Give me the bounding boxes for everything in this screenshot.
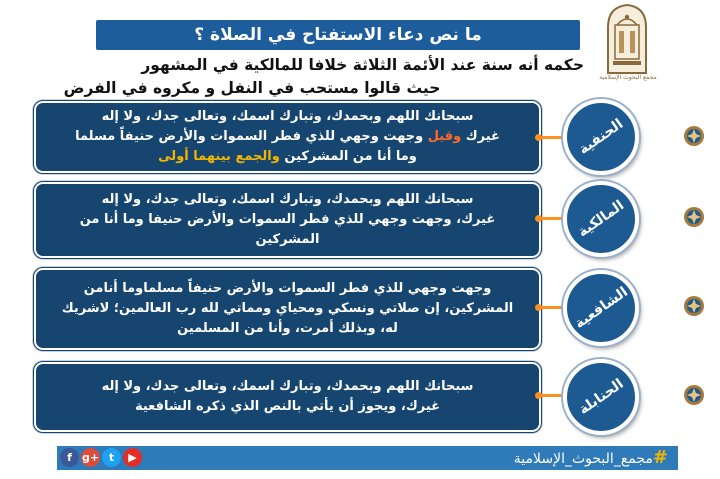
school-text — [46, 364, 529, 430]
twitter-icon[interactable]: t — [102, 448, 121, 467]
school-text — [46, 103, 529, 171]
text-segment: سبحانك اللهم وبحمدك، وتبارك اسمك، وتعالى جدك، ولا إله — [101, 379, 474, 394]
school-label: الحنابلة — [575, 375, 627, 419]
hashtag-text: مجمع_البحوث_الإسلامية — [513, 451, 653, 467]
connector-dot — [535, 134, 542, 141]
hashtag[interactable] — [514, 447, 668, 468]
connector-dot — [535, 215, 542, 222]
school-text-line — [75, 127, 500, 147]
school-badge — [563, 181, 639, 257]
school-panel — [34, 182, 541, 258]
text-segment: وما أنا من المشركين — [279, 149, 417, 164]
school-row-maliki — [0, 178, 720, 260]
school-label: الشافعية — [571, 283, 631, 333]
school-label: الحنفية — [575, 116, 627, 158]
text-segment: المشركين — [255, 232, 320, 247]
connector-dot — [535, 304, 542, 311]
school-text-line — [102, 377, 474, 397]
school-badge — [563, 270, 639, 346]
text-segment: له، وبذلك أمرت، وأنا من المسلمين — [177, 321, 398, 336]
school-row-hanbali — [0, 354, 720, 438]
facebook-icon[interactable]: f — [60, 448, 79, 467]
school-text-line — [256, 230, 320, 250]
school-panel — [34, 362, 541, 432]
hashtag-symbol: # — [652, 447, 668, 468]
school-label: المالكية — [574, 197, 628, 241]
school-panel — [34, 268, 541, 350]
school-text — [46, 184, 529, 256]
google-plus-icon[interactable]: g+ — [81, 448, 100, 467]
intro-line-2: حيث قالوا مستحب في النفل و مكروه في الفرض — [63, 79, 441, 97]
school-text-line — [177, 319, 398, 339]
text-segment: غيرك — [461, 129, 500, 144]
school-text-line — [80, 210, 496, 230]
page-title: ما نص دعاء الاستفتاح في الصلاة ؟ — [194, 25, 482, 45]
highlighted-text: والجمع بينهما أولى — [158, 149, 280, 164]
highlighted-text: وقيل — [427, 129, 462, 144]
al-azhar-logo-icon — [604, 3, 650, 75]
text-segment: وجهت وجهي للذي فطر السموات والأرض حنيفاً مسلما — [75, 129, 428, 144]
school-text-line — [84, 279, 492, 299]
school-panel — [34, 101, 541, 173]
footer-bar — [57, 446, 678, 470]
school-text-line — [158, 147, 417, 167]
text-segment: غيرك، وجهت وجهي للذي فطر السموات والأرض حنيفا وما أنا من — [79, 212, 496, 227]
school-badge — [563, 359, 639, 435]
text-segment: وجهت وجهي للذي فطر السموات والأرض حنيفاً مسلماوما أنامن — [83, 281, 492, 296]
title-bar — [96, 20, 580, 50]
school-text — [46, 270, 529, 348]
ornament-medallion-icon — [683, 206, 705, 228]
ornament-medallion-icon — [683, 125, 705, 147]
school-row-hanafi — [0, 96, 720, 176]
text-segment: سبحانك اللهم وبحمدك، وتبارك اسمك، وتعالى جدك، ولا إله — [101, 192, 474, 207]
youtube-icon[interactable]: ▶ — [123, 448, 142, 467]
text-segment: المشركين، إن صلاتي ونسكي ومحياي ومماتي لله رب العالمين؛ لاشريك — [61, 301, 514, 316]
school-text-line — [62, 299, 513, 319]
logo-caption: مجمع البحوث الإسلامية — [599, 74, 657, 81]
text-segment: سبحانك اللهم وبحمدك، وتبارك اسمك، وتعالى جدك، ولا إله — [101, 109, 474, 124]
school-text-line — [102, 107, 474, 127]
text-segment: غيرك، ويجوز أن يأتي بالنص الذي ذكره الشافعية — [134, 399, 441, 414]
school-text-line — [135, 397, 440, 417]
connector-dot — [535, 392, 542, 399]
ornament-medallion-icon — [683, 384, 705, 406]
ornament-medallion-icon — [683, 295, 705, 317]
intro-line-1: حكمه أنه سنة عند الأئمة الثلاثة خلافا للمالكية في المشهور — [141, 56, 584, 74]
school-row-shafii — [0, 264, 720, 350]
school-text-line — [102, 190, 474, 210]
school-badge — [563, 99, 639, 175]
